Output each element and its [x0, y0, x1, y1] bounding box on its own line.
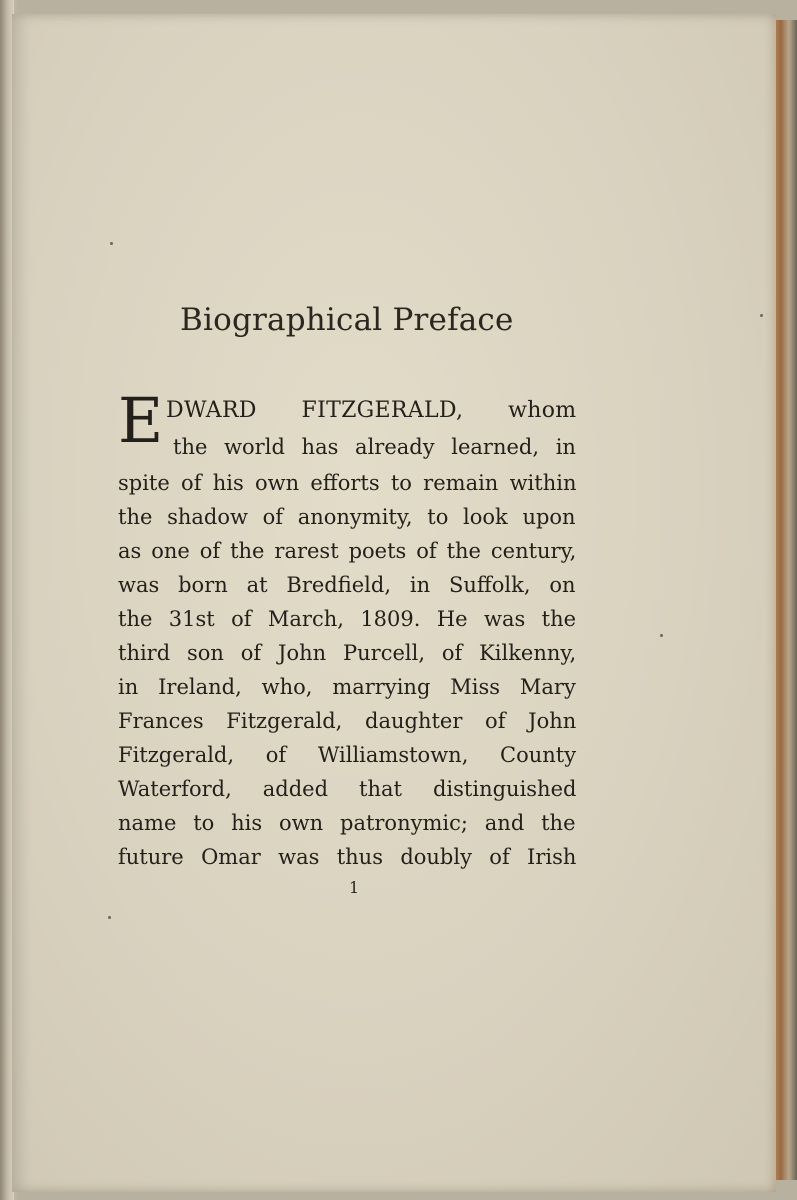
text-line: in Ireland, who, marrying Miss Mary — [118, 675, 576, 699]
text-line-first: DWARD FITZGERALD, whom — [166, 398, 577, 423]
text-line: future Omar was thus doubly of Irish — [118, 845, 577, 869]
paper-speck — [660, 634, 663, 637]
text-line: was born at Bredfield, in Suffolk, on — [118, 573, 576, 597]
text-line: the 31st of March, 1809. He was the — [118, 607, 577, 631]
text-line: the shadow of anonymity, to look upon — [118, 505, 576, 529]
paper-speck — [760, 314, 763, 317]
text-line: Frances Fitzgerald, daughter of John — [118, 709, 577, 733]
drop-cap: E — [118, 384, 164, 457]
text-line: Fitzgerald, of Williamstown, County — [118, 743, 577, 767]
paper-speck — [108, 916, 111, 919]
book-page — [12, 14, 776, 1192]
text-line: name to his own patronymic; and the — [118, 811, 576, 835]
text-line: third son of John Purcell, of Kilkenny, — [118, 641, 577, 665]
paper-speck — [110, 242, 113, 245]
text-line: the world has already learned, in — [173, 435, 576, 459]
page-number: 1 — [349, 878, 360, 897]
text-line: as one of the rarest poets of the century, — [118, 539, 577, 563]
text-line: Waterford, added that distinguished — [118, 777, 577, 801]
page-heading: Biographical Preface — [180, 302, 514, 338]
text-line: spite of his own efforts to remain within — [118, 471, 577, 495]
